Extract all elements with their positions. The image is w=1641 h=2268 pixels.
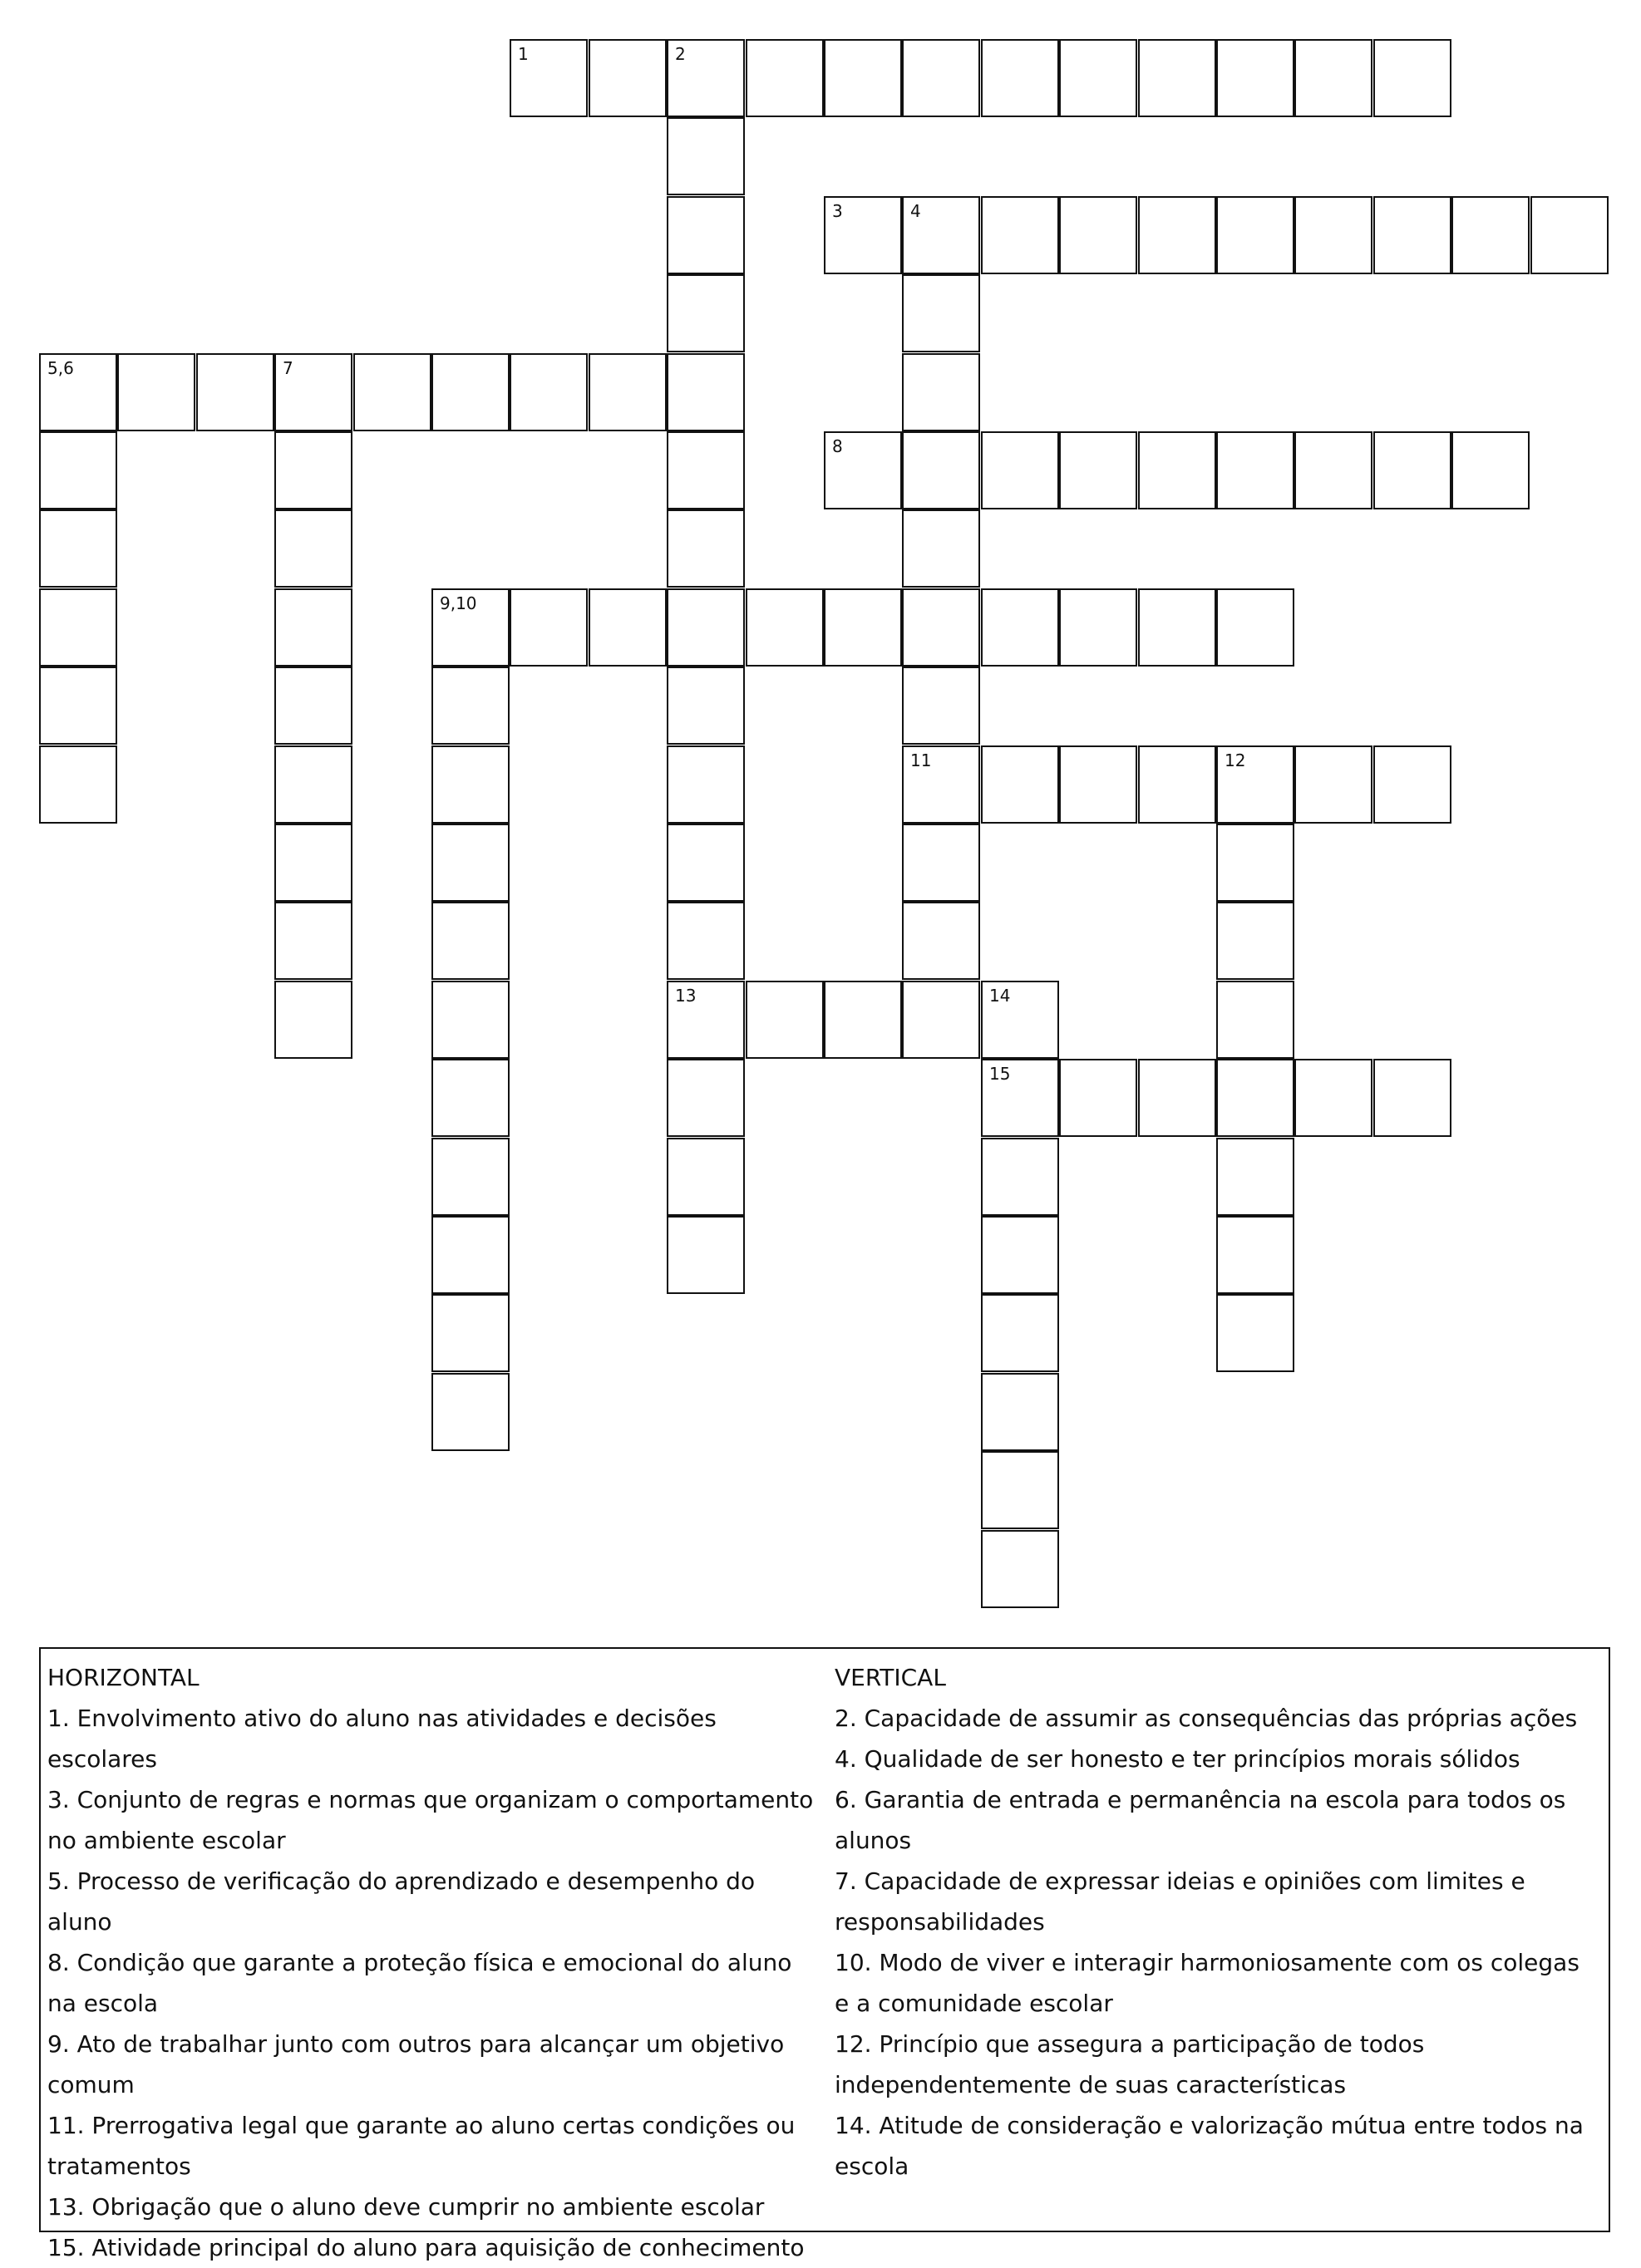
crossword-cell[interactable] [1216,588,1294,667]
crossword-cell[interactable] [1216,1294,1294,1372]
crossword-cell[interactable] [1216,1216,1294,1294]
vertical-clues [835,1657,1599,2187]
crossword-cell[interactable] [667,1059,745,1137]
crossword-cell[interactable] [667,39,745,117]
crossword-cell[interactable] [431,1216,510,1294]
clue-v-14: 14. Atitude de consideração e valorização mútua entre todos na escola [835,2112,1584,2180]
cell-number: 12 [1225,750,1246,770]
crossword-cell[interactable] [1216,39,1294,117]
clue-v-10: 10. Modo de viver e interagir harmoniosamente com os colegas e a comunidade escolar [835,1949,1579,2017]
crossword-cell[interactable] [824,39,902,117]
crossword-cell[interactable] [902,274,980,352]
crossword-cell[interactable] [1294,745,1372,824]
crossword-cell[interactable] [667,431,745,509]
crossword-cell[interactable] [1216,196,1294,274]
crossword-cell[interactable] [981,1530,1059,1608]
crossword-cell[interactable] [589,39,667,117]
crossword-cell[interactable] [1138,745,1216,824]
crossword-cell[interactable] [902,981,980,1059]
crossword-cell[interactable] [981,196,1059,274]
crossword-cell[interactable] [1373,431,1451,509]
crossword-cell[interactable] [39,588,117,667]
crossword-cell[interactable] [902,509,980,588]
crossword-cell[interactable] [431,667,510,745]
cell-number: 13 [675,986,697,1006]
crossword-cell[interactable] [39,509,117,588]
clue-h-11: 11. Prerrogativa legal que garante ao aluno certas condições ou tratamentos [47,2112,796,2180]
crossword-cell[interactable] [667,824,745,902]
crossword-cell[interactable] [902,902,980,980]
crossword-cell[interactable] [431,353,510,431]
cell-number: 5,6 [47,358,74,378]
cell-number: 8 [832,436,843,456]
crossword-cell[interactable] [981,1059,1059,1137]
crossword-cell[interactable] [667,1138,745,1216]
crossword-cell[interactable] [1216,981,1294,1059]
clue-h-8: 8. Condição que garante a proteção física e emocional do aluno na escola [47,1949,792,2017]
crossword-cell[interactable] [667,117,745,195]
crossword-cell[interactable] [353,353,431,431]
crossword-cell[interactable] [1216,824,1294,902]
crossword-cell[interactable] [1530,196,1609,274]
cell-number: 15 [989,1064,1011,1084]
crossword-cell[interactable] [981,1373,1059,1451]
crossword-cell[interactable] [510,588,588,667]
crossword-cell[interactable] [274,431,352,509]
crossword-cell[interactable] [981,431,1059,509]
crossword-cell[interactable] [1138,39,1216,117]
crossword-cell[interactable] [274,745,352,824]
clue-h-3: 3. Conjunto de regras e normas que organizam o comportamento no ambiente escolar [47,1786,814,1854]
crossword-cell[interactable] [1059,588,1137,667]
crossword-cell[interactable] [39,353,117,431]
crossword-cell[interactable] [667,353,745,431]
crossword-cell[interactable] [39,745,117,824]
crossword-cell[interactable] [1373,745,1451,824]
cell-number: 11 [910,750,932,770]
crossword-cell[interactable] [1138,431,1216,509]
crossword-cell[interactable] [746,39,824,117]
crossword-cell[interactable] [1216,1138,1294,1216]
crossword-cell[interactable] [667,196,745,274]
crossword-cell[interactable] [117,353,195,431]
crossword-cell[interactable] [824,981,902,1059]
crossword-cell[interactable] [902,39,980,117]
crossword-cell[interactable] [746,588,824,667]
crossword-cell[interactable] [1138,196,1216,274]
crossword-cell[interactable] [431,745,510,824]
crossword-cell[interactable] [510,39,588,117]
crossword-cell[interactable] [274,667,352,745]
crossword-cell[interactable] [667,981,745,1059]
crossword-cell[interactable] [431,1059,510,1137]
crossword-cell[interactable] [667,1216,745,1294]
clue-h-9: 9. Ato de trabalhar junto com outros para alcançar um objetivo comum [47,2030,785,2098]
crossword-cell[interactable] [1059,196,1137,274]
clue-h-1: 1. Envolvimento ativo do aluno nas atividades e decisões escolares [47,1705,717,1773]
crossword-cell[interactable] [824,431,902,509]
crossword-cell[interactable] [431,981,510,1059]
crossword-cell[interactable] [667,509,745,588]
crossword-cell[interactable] [902,353,980,431]
crossword-cell[interactable] [589,353,667,431]
cell-number: 1 [518,44,529,64]
crossword-cell[interactable] [902,196,980,274]
crossword-cell[interactable] [1138,1059,1216,1137]
crossword-cell[interactable] [981,1294,1059,1372]
clues-box [39,1647,1610,2261]
crossword-cell[interactable] [274,981,352,1059]
crossword-cell[interactable] [510,353,588,431]
crossword-cell[interactable] [1059,39,1137,117]
crossword-cell[interactable] [431,1138,510,1216]
horizontal-clues [47,1657,825,2268]
cell-number: 7 [283,358,293,378]
crossword-cell[interactable] [196,353,274,431]
crossword-cell[interactable] [981,1138,1059,1216]
crossword-cell[interactable] [1451,431,1530,509]
crossword-cell[interactable] [431,902,510,980]
crossword-cell[interactable] [1059,745,1137,824]
crossword-cell[interactable] [667,902,745,980]
cell-number: 14 [989,986,1011,1006]
crossword-cell[interactable] [902,824,980,902]
crossword-cell[interactable] [902,667,980,745]
crossword-cell[interactable] [981,981,1059,1059]
crossword-cell[interactable] [274,588,352,667]
crossword-cell[interactable] [902,588,980,667]
crossword-cell[interactable] [1294,196,1372,274]
crossword-cell[interactable] [431,1373,510,1451]
crossword-cell[interactable] [981,1451,1059,1529]
crossword-cell[interactable] [274,353,352,431]
crossword-cell[interactable] [1294,39,1372,117]
clue-v-6: 6. Garantia de entrada e permanência na escola para todos os alunos [835,1786,1566,1854]
horizontal-heading: HORIZONTAL [47,1664,200,1691]
crossword-cell[interactable] [902,431,980,509]
crossword-cell[interactable] [1216,1059,1294,1137]
vertical-heading: VERTICAL [835,1664,946,1691]
crossword-cell[interactable] [824,588,902,667]
crossword-cell[interactable] [1059,431,1137,509]
clue-h-13: 13. Obrigação que o aluno deve cumprir no ambiente escolar [47,2193,765,2221]
crossword-cell[interactable] [1451,196,1530,274]
cell-number: 2 [675,44,686,64]
cell-number: 9,10 [440,593,477,613]
crossword-cell[interactable] [431,588,510,667]
crossword-cell[interactable] [1216,431,1294,509]
crossword-cell[interactable] [981,39,1059,117]
crossword-cell[interactable] [746,981,824,1059]
cell-number: 4 [910,201,921,221]
crossword-cell[interactable] [981,745,1059,824]
crossword-cell[interactable] [589,588,667,667]
crossword-cell[interactable] [902,745,980,824]
clue-v-7: 7. Capacidade de expressar ideias e opiniões com limites e responsabilidades [835,1867,1525,1936]
crossword-cell[interactable] [667,274,745,352]
crossword-cell[interactable] [39,667,117,745]
clue-h-5: 5. Processo de verificação do aprendizado e desempenho do aluno [47,1867,756,1936]
crossword-cell[interactable] [981,588,1059,667]
clue-h-15: 15. Atividade principal do aluno para aquisição de conhecimento [47,2234,805,2261]
crossword-cell[interactable] [274,824,352,902]
crossword-cell[interactable] [667,745,745,824]
crossword-cell[interactable] [824,196,902,274]
crossword-cell[interactable] [431,1294,510,1372]
crossword-cell[interactable] [39,431,117,509]
crossword-cell[interactable] [1216,745,1294,824]
crossword-cell[interactable] [667,667,745,745]
clue-v-2: 2. Capacidade de assumir as consequências das próprias ações [835,1705,1578,1732]
clue-v-12: 12. Princípio que assegura a participação de todos independentemente de suas características [835,2030,1425,2098]
crossword-cell[interactable] [1138,588,1216,667]
crossword-cell[interactable] [1373,196,1451,274]
crossword-cell[interactable] [1294,1059,1372,1137]
crossword-cell[interactable] [1373,1059,1451,1137]
crossword-cell[interactable] [1294,431,1372,509]
crossword-cell[interactable] [667,588,745,667]
crossword-cell[interactable] [1216,902,1294,980]
crossword-cell[interactable] [274,902,352,980]
crossword-cell[interactable] [981,1216,1059,1294]
cell-number: 3 [832,201,843,221]
crossword-cell[interactable] [1373,39,1451,117]
crossword-cell[interactable] [431,824,510,902]
crossword-cell[interactable] [1059,1059,1137,1137]
clue-v-4: 4. Qualidade de ser honesto e ter princípios morais sólidos [835,1745,1520,1773]
crossword-cell[interactable] [274,509,352,588]
